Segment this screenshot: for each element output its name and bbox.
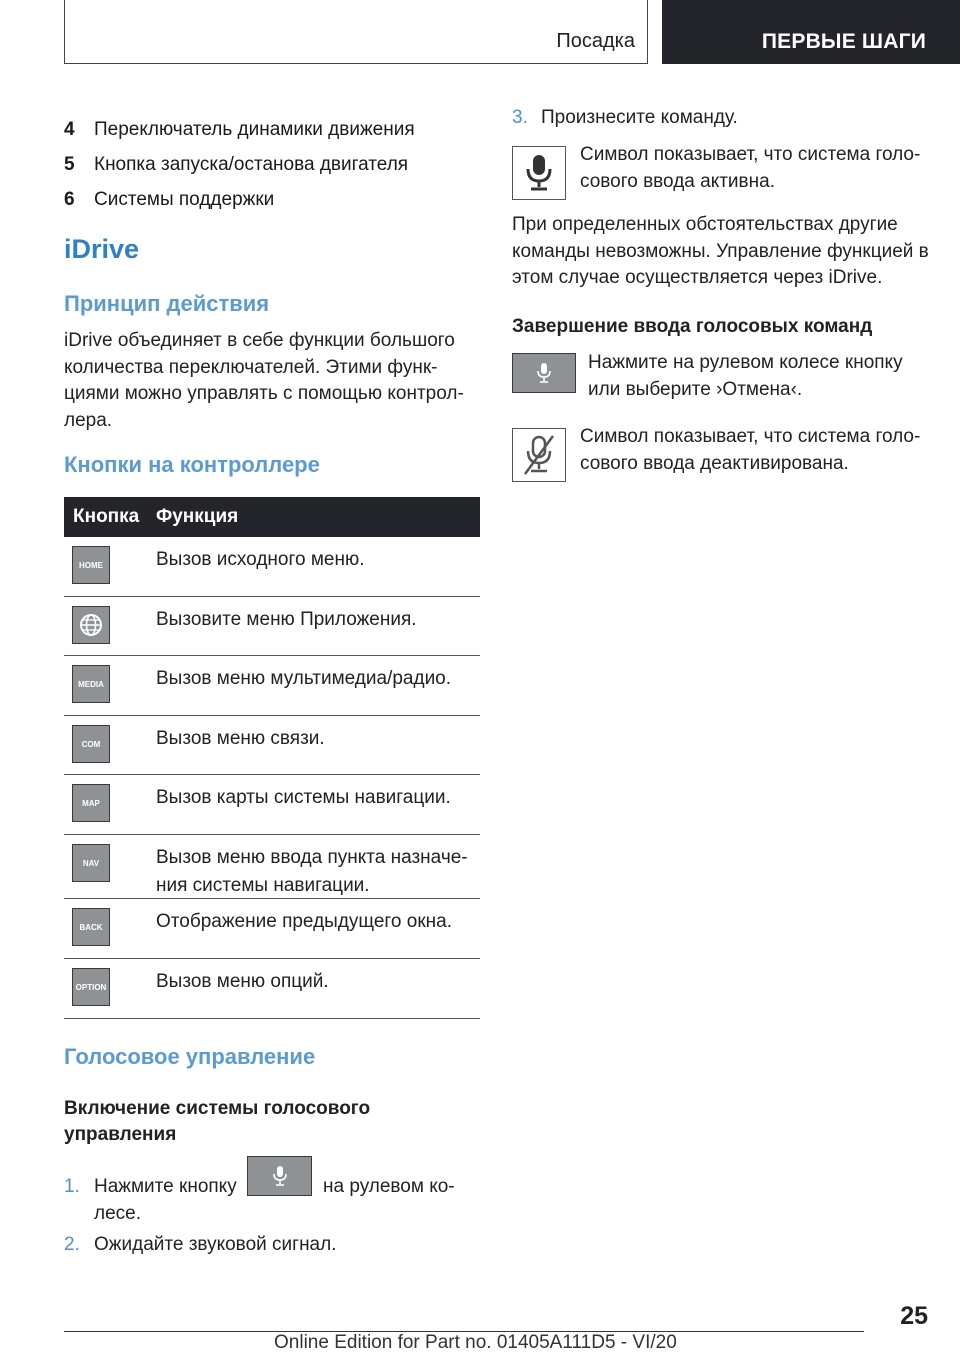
paragraph-line: Символ показывает, что система голо- — [580, 144, 921, 165]
table-cell-function — [156, 835, 468, 898]
globe-apps-button-icon — [72, 606, 110, 644]
header-section-box — [64, 0, 648, 64]
back-button-icon: BACK — [72, 908, 110, 946]
list-item — [64, 182, 415, 217]
list-item-number: 4 — [64, 118, 75, 140]
active-symbol-text — [580, 142, 940, 195]
paragraph-line: или выберите ›Отмена‹. — [588, 378, 803, 400]
table-row — [64, 835, 480, 899]
microphone-muted-icon — [512, 428, 566, 482]
header-section-title: Посадка — [556, 30, 635, 52]
paragraph-line: количества переключателей. Этими функ- — [64, 356, 438, 378]
table-row — [64, 899, 480, 959]
section-title-idrive: iDrive — [64, 234, 140, 264]
table-row — [64, 959, 480, 1019]
table-row — [64, 775, 480, 835]
table-cell-function: Вызов меню мультимедиа/радио. — [156, 668, 452, 689]
page-number: 25 — [900, 1302, 928, 1330]
list-item — [64, 112, 415, 147]
paragraph-line: Символ показывает, что система голо- — [580, 426, 921, 447]
other-commands-text — [512, 212, 942, 292]
heading-line: Включение системы голосового — [64, 1098, 371, 1119]
list-item-text: Кнопка запуска/останова двигателя — [94, 153, 409, 175]
com-button-icon: COM — [72, 725, 110, 763]
map-button-icon: MAP — [72, 784, 110, 822]
table-cell-function: Отображение предыдущего окна. — [156, 911, 452, 932]
paragraph-line: команды невозможны. Управление функцией в — [512, 240, 929, 262]
table-header-button: Кнопка — [73, 506, 140, 527]
step-number: 2. — [64, 1234, 80, 1255]
list-item-text: Системы поддержки — [94, 188, 275, 210]
microphone-active-icon — [512, 146, 566, 200]
table-row — [64, 537, 480, 597]
home-button-icon: HOME — [72, 546, 110, 584]
step-text: Ожидайте звуковой сигнал. — [94, 1234, 337, 1255]
table-cell-function: Вызов меню опций. — [156, 971, 329, 992]
heading-voice-control: Голосовое управление — [64, 1044, 316, 1069]
cell-line: ния системы навигации. — [156, 875, 370, 896]
heading-end-voice-input: Завершение ввода голосовых команд — [512, 316, 873, 337]
footer-edition: Online Edition for Part no. 01405A111D5 - VI/20 — [274, 1332, 677, 1353]
table-cell-function: Вызов карты системы навигации. — [156, 787, 451, 808]
principle-paragraph — [64, 328, 484, 434]
step-text: лесе. — [94, 1203, 141, 1224]
inactive-symbol-text — [580, 424, 940, 477]
step-number: 1. — [64, 1176, 80, 1197]
paragraph-line: этом случае осуществляется через iDrive. — [512, 267, 883, 288]
paragraph-line: iDrive объединяет в себе функции большого — [64, 330, 455, 351]
list-item-number: 5 — [64, 153, 75, 175]
paragraph-line: сового ввода деактивирована. — [580, 452, 849, 474]
step-text: Нажмите кнопку — [94, 1176, 237, 1197]
heading-enable-voice — [64, 1096, 370, 1148]
table-cell-function: Вызов исходного меню. — [156, 549, 365, 570]
paragraph-line: Нажмите на рулевом колесе кнопку — [588, 352, 903, 373]
end-press-text — [588, 350, 938, 403]
list-item-text: Переключатель динамики движения — [94, 118, 415, 140]
heading-principle: Принцип действия — [64, 291, 270, 316]
header-chapter-tab: ПЕРВЫЕ ШАГИ — [662, 0, 960, 64]
table-row — [64, 656, 480, 716]
table-row — [64, 716, 480, 775]
nav-button-icon: NAV — [72, 844, 110, 882]
numbered-list — [64, 112, 415, 217]
table-cell-function: Вызов меню связи. — [156, 728, 325, 749]
table-header-function: Функция — [156, 506, 239, 527]
step-text: Произнесите команду. — [541, 107, 738, 128]
paragraph-line: При определенных обстоятельствах другие — [512, 214, 898, 235]
step-text: на рулевом ко- — [323, 1176, 455, 1197]
voice-button-icon — [512, 353, 576, 393]
list-item-number: 6 — [64, 188, 75, 210]
voice-button-icon — [247, 1156, 312, 1196]
cell-line: Вызов меню ввода пункта назначе- — [156, 847, 468, 868]
controller-buttons-table — [64, 497, 480, 1019]
heading-line: управления — [64, 1124, 177, 1145]
table-cell-function: Вызовите меню Приложения. — [156, 609, 417, 630]
table-row — [64, 597, 480, 656]
table-header — [64, 497, 480, 537]
step-number: 3. — [512, 107, 528, 128]
heading-controller-buttons: Кнопки на контроллере — [64, 452, 320, 477]
paragraph-line: сового ввода активна. — [580, 170, 775, 192]
list-item — [64, 147, 415, 182]
option-button-icon: OPTION — [72, 968, 110, 1006]
media-button-icon: MEDIA — [72, 665, 110, 703]
paragraph-line: лера. — [64, 409, 113, 431]
paragraph-line: циями можно управлять с помощью контрол- — [64, 383, 464, 404]
